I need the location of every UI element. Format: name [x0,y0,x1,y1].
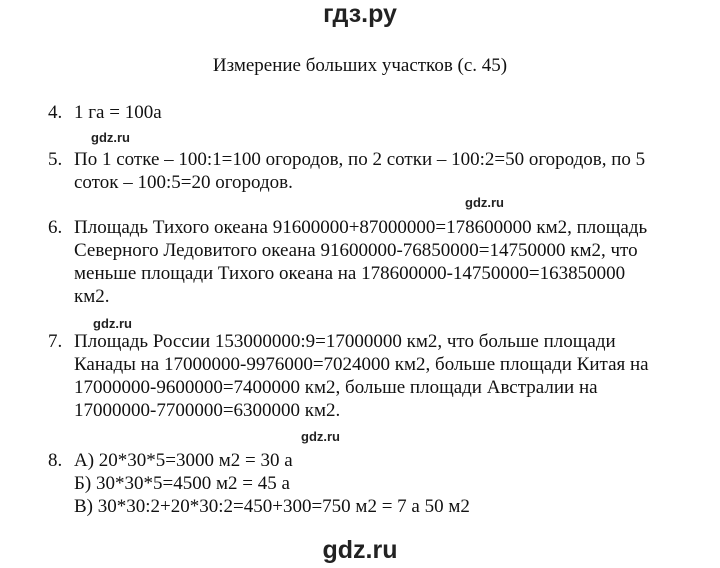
item-text [74,216,647,308]
item-number: 6. [48,217,63,238]
page-title: Измерение больших участков (с. 45) [212,55,508,76]
text-line: Б) 30*30*5=4500 м2 = 45 а [74,473,290,494]
item-number: 7. [48,331,63,352]
text-line: км2. [74,286,110,307]
item-text [74,101,162,124]
text-line: 17000000-7700000=6300000 км2. [74,400,341,421]
text-line: Канады на 17000000-9976000=7024000 км2, больше площади Китая на [74,354,649,375]
text-line: По 1 сотке – 100:1=100 огородов, по 2 сотки – 100:2=50 огородов, по 5 [74,149,646,170]
text-line: соток – 100:5=20 огородов. [74,172,293,193]
item-text [74,148,645,194]
watermark: gdz.ru [301,429,340,444]
text-line: Площадь Тихого океана 91600000+87000000=178600000 км2, площадь [74,217,648,238]
text-line: меньше площади Тихого океана на 178600000-14750000=163850000 [74,263,626,284]
item-number: 5. [48,149,63,170]
text-line: 1 га = 100а [74,102,162,123]
watermark: gdz.ru [465,195,504,210]
watermark: gdz.ru [91,130,130,145]
item-text [74,449,470,518]
watermark-top: гдз.ру [323,0,397,28]
text-line: А) 20*30*5=3000 м2 = 30 а [74,450,293,471]
text-line: Северного Ледовитого океана 91600000-76850000=14750000 км2, что [74,240,638,261]
text-line: В) 30*30:2+20*30:2=450+300=750 м2 = 7 а 50 м2 [74,496,470,517]
item-text [74,330,649,422]
item-number: 8. [48,450,63,471]
watermark: gdz.ru [93,316,132,331]
watermark-bottom: gdz.ru [322,536,398,564]
text-line: Площадь России 153000000:9=17000000 км2, что больше площади [74,331,616,352]
text-line: 17000000-9600000=7400000 км2, больше площади Австралии на [74,377,598,398]
item-number: 4. [48,102,63,123]
